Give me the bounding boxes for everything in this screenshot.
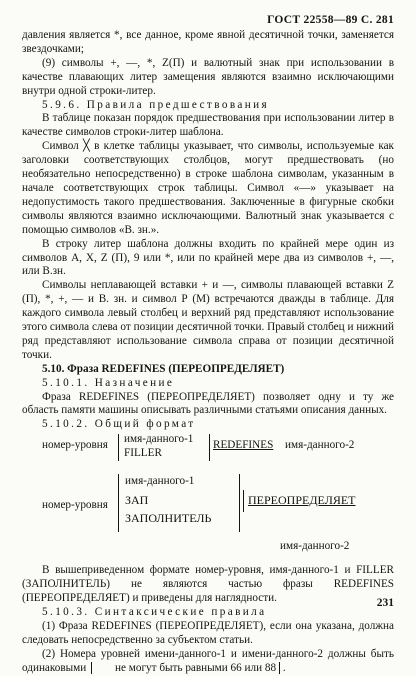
format-option: имя-данного-1 [124,433,194,446]
paragraph: В вышеприведенном формате номер-уровня, имя-данного-1 и FILLER (ЗАПОЛНИТЕЛЬ) не являются частью фразы REDEFINES (ПЕРЕОПРЕДЕЛЯЕТ) и приведены для наглядности. [22,564,394,605]
paragraph: (9) символы +, —, *, Z(П) и валютный знак при использовании в качестве плавающих литер замещения являются взаимно исключающими внутри одной строки-литер. [22,56,394,97]
paragraph: Символ ╳ в клетке таблицы указывает, что символы, используемые как заголовки соответствующих столбцов, могут предшествовать (но необязательно непосредственно) в строке шаблона символам, указанным в начале соответствующих строк таблицы. Символ «—» указывает на недопустимость такого предшествования. Заключенные в фигурные скобки символы являются взаимно исключающими. Валютный знак указывается с помощью символов «В. зн.». [22,140,394,236]
paragraph: давления является *, все данное, кроме явной десятичной точки, заменяется звездочками; [22,29,394,55]
format-keyword: ПЕРЕОПРЕДЕЛЯЕТ [248,493,356,508]
syntax-format-2 [22,472,394,564]
format-level: номер-уровня [42,499,108,512]
paragraph: В строку литер шаблона должны входить по крайней мере один из символов A, X, Z (П), 9 или *, или по крайней мере два из символов +, —, или В.зн. [22,237,394,278]
paragraph: (1) Фраза REDEFINES (ПЕРЕОПРЕДЕЛЯЕТ), если она указана, должна следовать непосредственно за субъектом статьи. [22,619,394,646]
paragraph: Фраза REDEFINES (ПЕРЕОПРЕДЕЛЯЕТ) позволяет одну и ту же область памяти машины описывать различными статьями описания данных. [22,390,394,417]
bracket-line [243,490,244,512]
text-body [22,29,394,676]
boxed-note: не могут быть равными 66 или 88 [91,662,280,674]
syntax-format-1 [22,432,394,472]
format-option: FILLER [124,447,162,460]
running-header: ГОСТ 22558—89 С. 281 [267,14,394,26]
subsection-heading: 5.10.1. Назначение [42,376,175,389]
format-option: ЗАП [125,493,149,508]
paragraph-text: (2) Номера уровней имени-данного-1 и имени-данного-2 должны быть одинаковыми [22,647,394,674]
format-option: ЗАПОЛНИТЕЛЬ [125,511,212,526]
subsection-heading: 5.10.3. Синтаксические правила [42,606,267,618]
section-heading: 5.10. Фраза REDEFINES (ПЕРЕОПРЕДЕЛЯЕТ) [42,362,285,375]
paragraph: В таблице показан порядок предшествования при использовании литер в качестве символов строки-литер шаблона. [22,112,394,139]
page-number: 231 [376,597,394,609]
format-level: номер-уровня [42,439,108,452]
subsection-heading: 5.10.2. Общий формат [42,418,196,431]
format-keyword: REDEFINES [213,439,274,452]
section-heading: 5.9.6. Правила предшествования [42,98,270,111]
format-target: имя-данного-2 [285,439,355,452]
format-target: имя-данного-2 [280,540,350,553]
paragraph: (2) Номера уровней имени-данного-1 и имени-данного-2 должны быть одинаковыми не могут быть равными 66 или 88 . [22,647,394,674]
paragraph: Символы неплавающей вставки + и —, символы плавающей вставки Z (П), *, +, — и В. зн. и символ Р (М) встречаются дважды в таблице. Для каждого символа левый столбец и верхний ряд представляют использование этого символа слева от позиции десятичной точки. Правый столбец и нижний ряд представляют использование символа справа от позиции десятичной точки. [22,279,394,361]
format-option: имя-данного-1 [125,475,195,488]
